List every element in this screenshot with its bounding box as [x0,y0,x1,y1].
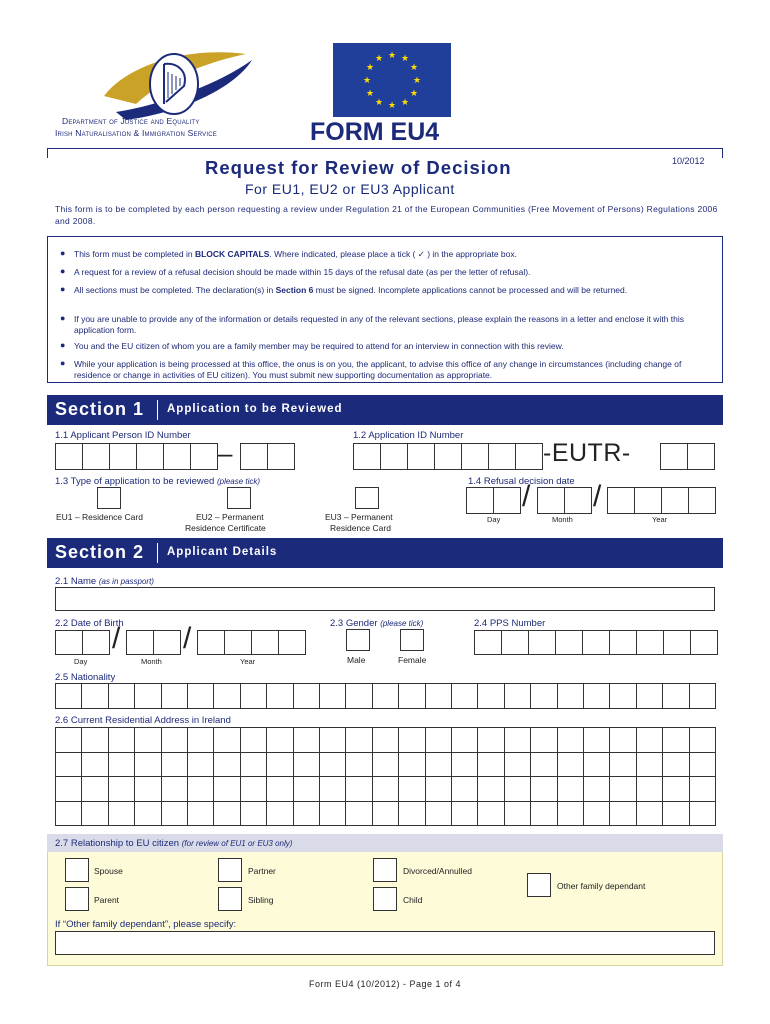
label-1-1: 1.1 Applicant Person ID Number [55,430,191,441]
eu-flag-icon [333,43,451,117]
char-cell[interactable] [530,727,557,753]
char-cell[interactable] [398,683,425,709]
char-cell[interactable] [108,776,135,802]
char-cell[interactable] [187,801,214,827]
char-cell[interactable] [661,487,689,514]
instruction-1: This form must be completed in BLOCK CAPITALS. Where indicated, please place a tick ( ✓ ) in the appropriate box. [74,249,518,259]
svg-text:★: ★ [409,89,419,99]
char-cell[interactable] [504,752,531,778]
char-cell[interactable] [425,776,452,802]
char-cell[interactable] [82,443,110,470]
bullet-icon: ● [60,313,66,323]
char-cell[interactable] [319,801,346,827]
svg-text:★: ★ [387,51,397,61]
char-cell[interactable] [161,801,188,827]
label-2-4: 2.4 PPS Number [474,618,546,629]
char-cell[interactable] [501,630,529,655]
option-eu2-label-2: Residence Certificate [185,523,266,533]
section2-title: Section 2 [55,542,145,562]
char-cell[interactable] [504,727,531,753]
checkbox-sibling[interactable] [218,887,242,911]
char-cell[interactable] [108,801,135,827]
char-cell[interactable] [240,443,268,470]
char-cell[interactable] [293,801,320,827]
char-cell[interactable] [662,776,689,802]
char-cell[interactable] [425,683,452,709]
dob-month-input[interactable] [126,630,181,655]
char-cell[interactable] [583,776,610,802]
label-1-4: 1.4 Refusal decision date [468,476,575,487]
char-cell[interactable] [477,776,504,802]
char-cell[interactable] [662,801,689,827]
char-cell[interactable] [134,683,161,709]
char-cell[interactable] [293,683,320,709]
label-2-7: 2.7 Relationship to EU citizen (for review of EU1 or EU3 only) [55,838,293,849]
application-id-suffix-input[interactable] [660,443,715,470]
char-cell[interactable] [293,752,320,778]
char-cell[interactable] [557,776,584,802]
char-cell[interactable] [266,752,293,778]
name-input[interactable] [55,587,715,611]
char-cell[interactable] [240,801,267,827]
char-cell[interactable] [134,727,161,753]
char-cell[interactable] [55,683,82,709]
char-cell[interactable] [609,776,636,802]
date-slash: / [593,480,602,513]
option-eu3-label-1: EU3 – Permanent [325,512,393,522]
section1-separator [157,400,158,420]
char-cell[interactable] [583,683,610,709]
char-cell[interactable] [372,801,399,827]
char-cell[interactable] [134,776,161,802]
char-cell[interactable] [251,630,279,655]
checkbox-other-dependant[interactable] [527,873,551,897]
pps-number-input[interactable] [474,630,718,655]
section1-header [47,395,723,425]
char-cell[interactable] [187,776,214,802]
char-cell[interactable] [689,727,716,753]
char-cell[interactable] [81,776,108,802]
svg-text:★: ★ [362,76,372,86]
char-cell[interactable] [451,683,478,709]
male-label: Male [347,655,366,665]
char-cell[interactable] [319,727,346,753]
label-1-2: 1.2 Application ID Number [353,430,464,441]
refusal-month-input[interactable] [537,487,592,514]
char-cell[interactable] [81,752,108,778]
char-cell[interactable] [398,752,425,778]
spouse-label: Spouse [94,866,123,876]
section2-subtitle: Applicant Details [167,546,278,558]
char-cell[interactable] [345,776,372,802]
partner-label: Partner [248,866,276,876]
refusal-year-input[interactable] [607,487,716,514]
char-cell[interactable] [609,683,636,709]
char-cell[interactable] [213,752,240,778]
page-title: Request for Review of Decision [205,157,512,178]
checkbox-child[interactable] [373,887,397,911]
dept-name-line1: Department of Justice and Equality [62,116,200,126]
char-cell[interactable] [266,683,293,709]
char-cell[interactable] [609,801,636,827]
char-cell[interactable] [537,487,565,514]
char-cell[interactable] [398,727,425,753]
char-cell[interactable] [609,752,636,778]
char-cell[interactable] [55,727,82,753]
svg-text:★: ★ [387,101,397,111]
char-cell[interactable] [82,630,110,655]
char-cell[interactable] [636,776,663,802]
char-cell[interactable] [636,630,664,655]
char-cell[interactable] [634,487,662,514]
checkbox-male[interactable] [346,629,370,651]
address-line-2-input[interactable] [55,752,716,778]
char-cell[interactable] [213,801,240,827]
svg-text:★: ★ [409,63,419,73]
label-2-2: 2.2 Date of Birth [55,618,124,629]
date-slash: / [183,622,192,655]
char-cell[interactable] [319,683,346,709]
sibling-label: Sibling [248,895,274,905]
char-cell[interactable] [557,683,584,709]
char-cell[interactable] [689,683,716,709]
header-rule [47,148,723,149]
char-cell[interactable] [81,801,108,827]
char-cell[interactable] [687,443,715,470]
char-cell[interactable] [213,727,240,753]
char-cell[interactable] [530,801,557,827]
char-cell[interactable] [466,487,494,514]
char-cell[interactable] [662,752,689,778]
char-cell[interactable] [690,630,718,655]
char-cell[interactable] [213,683,240,709]
eutr-separator: -EUTR- [543,439,631,467]
char-cell[interactable] [689,776,716,802]
bullet-icon: ● [60,284,66,294]
svg-text:★: ★ [400,98,410,108]
refusal-day-label: Day [487,515,501,524]
checkbox-eu2[interactable] [227,487,251,509]
char-cell[interactable] [372,776,399,802]
char-cell[interactable] [564,487,592,514]
char-cell[interactable] [477,752,504,778]
char-cell[interactable] [461,443,489,470]
char-cell[interactable] [187,727,214,753]
eu-flag [333,43,451,117]
page-footer: Form EU4 (10/2012) - Page 1 of 4 [308,979,462,989]
char-cell[interactable] [555,630,583,655]
char-cell[interactable] [134,752,161,778]
checkbox-eu1[interactable] [97,487,121,509]
char-cell[interactable] [266,776,293,802]
char-cell[interactable] [528,630,556,655]
char-cell[interactable] [398,776,425,802]
section2-header [47,538,723,568]
char-cell[interactable] [240,776,267,802]
svg-text:★: ★ [412,76,422,86]
intro-text: This form is to be completed by each person requesting a review under Regulation 21 of the European Communities (Free Movement of Persons) Regulations 2006 and 2008. [55,204,718,226]
dob-day-input[interactable] [55,630,110,655]
char-cell[interactable] [451,801,478,827]
bullet-icon: ● [60,358,66,368]
option-eu3-label-2: Residence Card [330,523,391,533]
char-cell[interactable] [240,752,267,778]
char-cell[interactable] [267,443,295,470]
svg-text:★: ★ [374,54,384,64]
char-cell[interactable] [488,443,516,470]
char-cell[interactable] [319,776,346,802]
other-specify-input[interactable] [55,931,715,955]
char-cell[interactable] [425,801,452,827]
label-2-6: 2.6 Current Residential Address in Ireland [55,715,231,726]
option-eu1-label: EU1 – Residence Card [56,512,143,522]
char-cell[interactable] [266,801,293,827]
char-cell[interactable] [109,443,137,470]
person-id-dash: – [218,438,233,468]
char-cell[interactable] [55,776,82,802]
checkbox-divorced[interactable] [373,858,397,882]
char-cell[interactable] [190,443,218,470]
char-cell[interactable] [345,801,372,827]
char-cell[interactable] [609,630,637,655]
char-cell[interactable] [187,752,214,778]
char-cell[interactable] [161,776,188,802]
char-cell[interactable] [224,630,252,655]
char-cell[interactable] [278,630,306,655]
char-cell[interactable] [636,727,663,753]
char-cell[interactable] [530,752,557,778]
female-label: Female [398,655,427,665]
char-cell[interactable] [108,752,135,778]
char-cell[interactable] [293,727,320,753]
char-cell[interactable] [477,801,504,827]
instruction-2: A request for a review of a refusal decision should be made within 15 days of the refusal date (as per the letter of refusal). [74,267,531,277]
char-cell[interactable] [451,727,478,753]
dept-logo [96,46,256,122]
address-line-1-input[interactable] [55,727,716,753]
char-cell[interactable] [662,727,689,753]
form-date-code: 10/2012 [672,156,705,166]
char-cell[interactable] [530,776,557,802]
other-dependant-label: Other family dependant [557,881,646,891]
option-eu2-label-1: EU2 – Permanent [196,512,264,522]
char-cell[interactable] [161,683,188,709]
char-cell[interactable] [372,727,399,753]
section1-title: Section 1 [55,399,145,419]
other-specify-label: If “Other family dependant”, please specify: [55,919,237,930]
char-cell[interactable] [583,727,610,753]
divorced-label: Divorced/Annulled [403,866,472,876]
instruction-3: All sections must be completed. The declaration(s) in Section 6 must be signed. Incomplete applications cannot be processed and will be returned. [74,285,628,295]
nationality-input[interactable] [55,683,716,709]
char-cell[interactable] [689,801,716,827]
char-cell[interactable] [81,727,108,753]
char-cell[interactable] [477,727,504,753]
checkbox-partner[interactable] [218,858,242,882]
char-cell[interactable] [293,776,320,802]
char-cell[interactable] [474,630,502,655]
checkbox-parent[interactable] [65,887,89,911]
char-cell[interactable] [372,752,399,778]
parent-label: Parent [94,895,120,905]
char-cell[interactable] [407,443,435,470]
char-cell[interactable] [187,683,214,709]
instruction-6: While your application is being processed at this office, the onus is on you, the applicant, to advise this office of any change in circumstances (including change of residence or change in activities of EU citizen). You must submit new supporting documentation as appropriate. [74,359,682,380]
char-cell[interactable] [126,630,154,655]
dob-month-label: Month [141,657,162,666]
char-cell[interactable] [434,443,462,470]
refusal-month-label: Month [552,515,573,524]
char-cell[interactable] [240,727,267,753]
svg-text:★: ★ [400,54,410,64]
char-cell[interactable] [607,487,635,514]
char-cell[interactable] [108,683,135,709]
char-cell[interactable] [504,801,531,827]
char-cell[interactable] [636,801,663,827]
char-cell[interactable] [425,752,452,778]
char-cell[interactable] [266,727,293,753]
person-id-input[interactable] [55,443,218,470]
char-cell[interactable] [134,801,161,827]
address-line-3-input[interactable] [55,776,716,802]
char-cell[interactable] [557,801,584,827]
bullet-icon: ● [60,340,66,350]
char-cell[interactable] [515,443,543,470]
form-code-title: FORM EU4 [310,118,440,146]
checkbox-spouse[interactable] [65,858,89,882]
label-2-3: 2.3 Gender (please tick) [330,618,424,629]
checkbox-eu3[interactable] [355,487,379,509]
char-cell[interactable] [197,630,225,655]
label-2-1: 2.1 Name (as in passport) [55,576,154,587]
char-cell[interactable] [425,727,452,753]
char-cell[interactable] [372,683,399,709]
char-cell[interactable] [345,683,372,709]
char-cell[interactable] [81,683,108,709]
page-subtitle: For EU1, EU2 or EU3 Applicant [245,181,455,197]
child-label: Child [403,895,423,905]
char-cell[interactable] [153,630,181,655]
char-cell[interactable] [240,683,267,709]
svg-text:★: ★ [374,98,384,108]
section2-separator [157,543,158,563]
char-cell[interactable] [55,752,82,778]
dob-year-input[interactable] [197,630,306,655]
char-cell[interactable] [636,683,663,709]
svg-text:★: ★ [365,63,375,73]
person-id-suffix-input[interactable] [240,443,295,470]
char-cell[interactable] [163,443,191,470]
char-cell[interactable] [636,752,663,778]
char-cell[interactable] [557,752,584,778]
char-cell[interactable] [504,776,531,802]
char-cell[interactable] [583,801,610,827]
harp-logo-icon [96,46,256,122]
instruction-4: If you are unable to provide any of the information or details requested in any of the relevant sections, please explain the reasons in a letter and enclose it with this application form. [74,314,685,335]
bullet-icon: ● [60,266,66,276]
char-cell[interactable] [55,801,82,827]
checkbox-female[interactable] [400,629,424,651]
char-cell[interactable] [136,443,164,470]
dept-name-line2: Irish Naturalisation & Immigration Service [55,128,217,138]
label-2-5: 2.5 Nationality [55,672,116,683]
address-line-4-input[interactable] [55,801,716,827]
char-cell[interactable] [55,630,83,655]
char-cell[interactable] [689,752,716,778]
char-cell[interactable] [530,683,557,709]
header-rule-right [722,148,723,158]
dob-day-label: Day [74,657,88,666]
char-cell[interactable] [609,727,636,753]
char-cell[interactable] [493,487,521,514]
char-cell[interactable] [451,752,478,778]
char-cell[interactable] [451,776,478,802]
char-cell[interactable] [583,752,610,778]
char-cell[interactable] [688,487,716,514]
application-id-input[interactable] [353,443,543,470]
header-rule-left [47,148,48,158]
char-cell[interactable] [504,683,531,709]
char-cell[interactable] [108,727,135,753]
refusal-day-input[interactable] [466,487,521,514]
char-cell[interactable] [477,683,504,709]
dob-year-label: Year [240,657,256,666]
date-slash: / [522,480,531,513]
char-cell[interactable] [345,727,372,753]
char-cell[interactable] [582,630,610,655]
char-cell[interactable] [345,752,372,778]
section1-subtitle: Application to be Reviewed [167,403,343,415]
char-cell[interactable] [161,727,188,753]
char-cell[interactable] [380,443,408,470]
char-cell[interactable] [663,630,691,655]
char-cell[interactable] [557,727,584,753]
char-cell[interactable] [55,443,83,470]
refusal-year-label: Year [652,515,668,524]
date-slash: / [112,622,121,655]
instruction-5: You and the EU citizen of whom you are a family member may be required to attend for an interview in connection with this review. [74,341,564,351]
bullet-icon: ● [60,248,66,258]
char-cell[interactable] [161,752,188,778]
char-cell[interactable] [662,683,689,709]
char-cell[interactable] [319,752,346,778]
label-1-3: 1.3 Type of application to be reviewed (please tick) [55,476,261,487]
svg-text:★: ★ [365,89,375,99]
char-cell[interactable] [353,443,381,470]
char-cell[interactable] [398,801,425,827]
char-cell[interactable] [213,776,240,802]
char-cell[interactable] [660,443,688,470]
